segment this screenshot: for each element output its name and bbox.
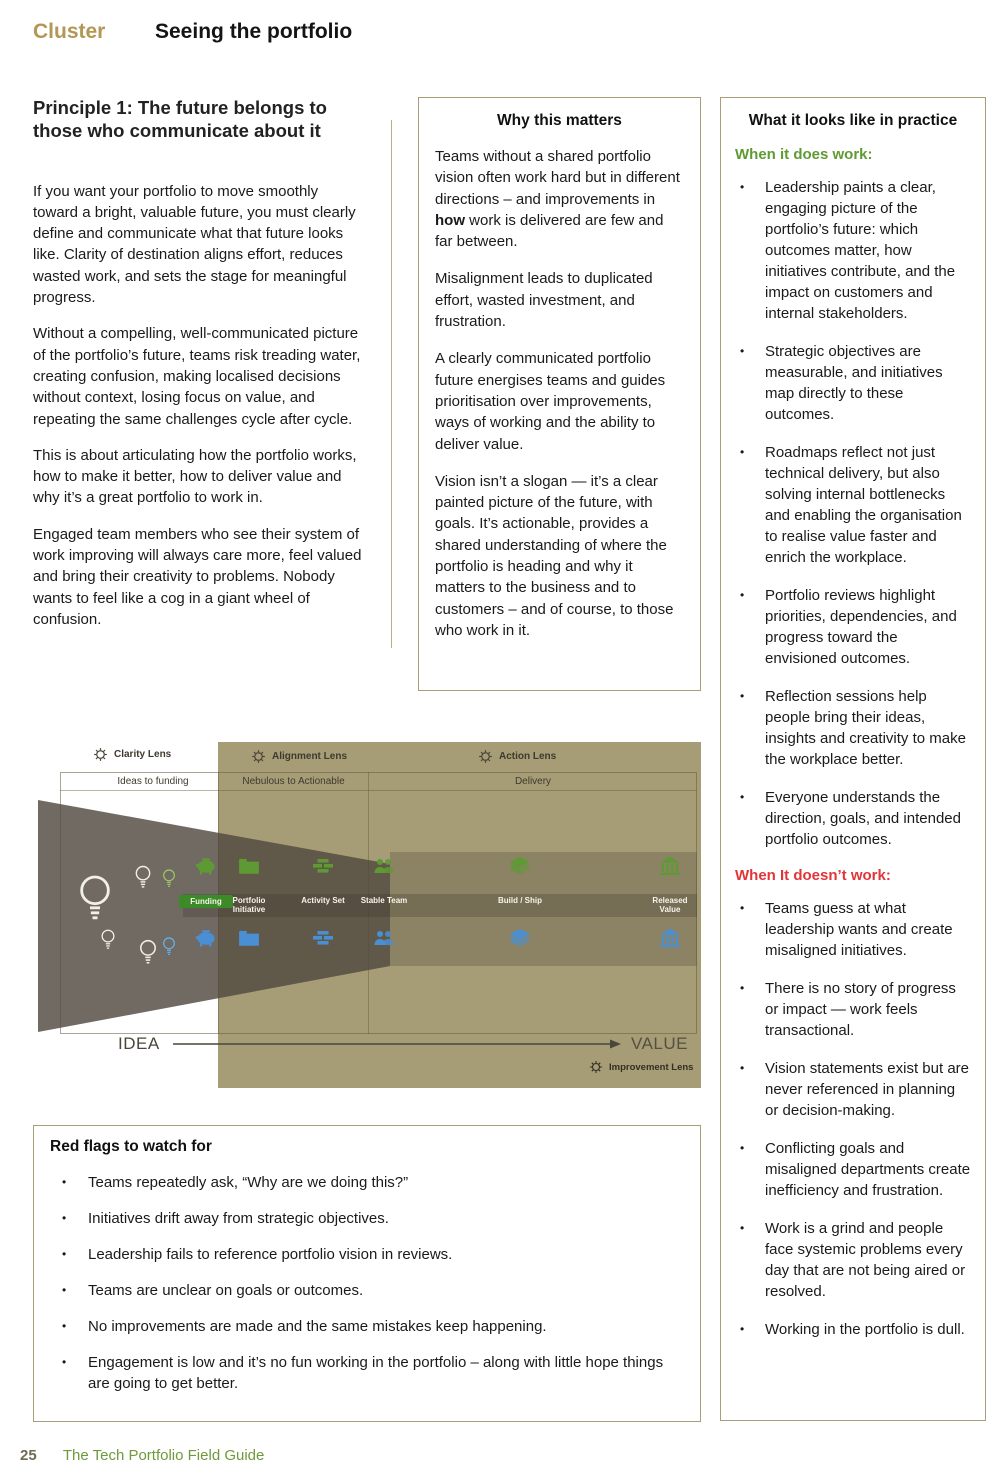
column-label-portfolio-initiative: Portfolio Initiative [232,896,266,915]
value-label: VALUE [631,1034,688,1053]
fails-heading: When It doesn’t work: [735,867,891,884]
why-p1-after: work is delivered are few and far between. [435,211,664,251]
bullet-dot: • [740,689,745,703]
improvement-lens [589,1060,693,1074]
piggy-bank-icon [195,928,217,948]
idea-label: IDEA [118,1034,160,1053]
lightbulb-icon [99,928,117,950]
works-list-item: • Everyone understands the direction, goals, and intended portfolio outcomes. [735,787,971,850]
improvement-lens-label: Improvement Lens [609,1061,694,1073]
lightbulb-icon [161,868,177,888]
practice-box [720,97,986,1421]
principle-column [33,96,367,645]
red-flag-item: • Teams are unclear on goals or outcomes. [50,1280,684,1301]
red-flag-item: • Leadership fails to reference portfolio vision in reviews. [50,1244,684,1265]
bullet-dot: • [62,1247,67,1261]
principle-paragraph: This is about articulating how the portfolio works, how to make it better, how to deliver value and why it’s a great portfolio to work in. [33,446,357,507]
stage-nebulous-to-actionable: Nebulous to Actionable [242,776,345,787]
page-footer [20,1447,264,1464]
principle-paragraph: Without a compelling, well-communicated picture of the portfolio’s future, teams risk treading water, creating confusion, making localised decisions without context, losing focus on value, and repeating the same challenges cycle after cycle. [33,325,361,428]
lens-label: Clarity Lens [114,749,172,760]
guide-title: The Tech Portfolio Field Guide [62,1447,265,1464]
bullet-dot: • [740,1221,745,1235]
principle-paragraph: Engaged team members who see their system of work improving will always care more, feel valued and bring their creativity to problems. Nobody wants to feel like a cog in a giant wheel of confusion. [33,525,362,628]
lightbulb-icon [75,872,115,922]
bank-icon [659,928,681,948]
principle-heading: Principle 1: The future belongs to those who communicate about it [33,97,327,142]
stage-delivery: Delivery [514,776,552,787]
bullet-dot: • [62,1355,67,1369]
bricks-icon [312,856,334,876]
red-flag-item: • Initiatives drift away from strategic objectives. [50,1208,684,1229]
practice-box-title: What it looks like in practice [748,112,958,129]
bullet-dot: • [740,790,745,804]
fails-list-item: • Working in the portfolio is dull. [735,1319,971,1340]
bullet-dot: • [740,1141,745,1155]
cube-icon [509,928,531,948]
bullet-dot: • [740,1061,745,1075]
column-label-released-value: Released Value [652,896,688,915]
column-divider [391,120,392,648]
fails-list-item: • Conflicting goals and misaligned departments create inefficiency and frustration. [735,1138,971,1201]
column-label-activity-set: Activity Set [301,896,345,905]
team-icon [373,856,395,876]
works-heading: When it does work: [735,146,873,163]
why-paragraph: Vision isn’t a slogan — it’s a clear painted picture of the future, with goals. It’s actionable, provides a shared understanding of where the portfolio is heading and why it matters to the business and to customers – and of course, to those who work in it. [435,472,674,639]
cube-icon [509,856,531,876]
lightbulb-icon [161,936,177,956]
lightbulb-icon [137,938,159,965]
portfolio-lens-diagram [33,740,701,1096]
section-kicker: Cluster [33,20,106,43]
red-flag-item: • Engagement is low and it’s no fun working in the portfolio – along with little hope things are going to get better. [50,1352,684,1394]
why-this-matters-box [418,97,701,691]
folder-icon [238,928,260,948]
bullet-dot: • [62,1319,67,1333]
lightbulb-icon [133,864,153,889]
principle-paragraph: If you want your portfolio to move smoothly toward a bright, valuable future, you must clearly define and communicate what that future looks like. Clarity of destination aligns effort, reduces wasted work, and sets the stage for meaningful progress. [33,182,356,307]
works-list-item: • Reflection sessions help people bring their ideas, insights and creativity to make the workplace better. [735,686,971,770]
red-flags-box [33,1125,701,1422]
why-paragraph: Misalignment leads to duplicated effort, wasted investment, and frustration. [435,270,653,331]
bullet-dot: • [62,1175,67,1189]
fails-list-item: • There is no story of progress or impact — work feels transactional. [735,978,971,1041]
bullet-dot: • [740,981,745,995]
fails-list-item: • Vision statements exist but are never referenced in planning or decision-making. [735,1058,971,1121]
team-icon [373,928,395,948]
bank-icon [659,856,681,876]
bullet-dot: • [62,1283,67,1297]
why-paragraph [435,146,684,252]
red-flags-title: Red flags to watch for [50,1138,212,1155]
why-paragraph: A clearly communicated portfolio future energises teams and guides prioritisation over improvements, ways of working and the ability to deliver value. [435,350,666,453]
works-list-item: • Leadership paints a clear, engaging picture of the portfolio’s future: which outcomes matter, how initiatives contribute, and the impact on customers and internal stakeholders. [735,177,971,324]
red-flag-item: • No improvements are made and the same mistakes keep happening. [50,1316,684,1337]
page-title: Seeing the portfolio [155,20,353,43]
bullet-dot: • [740,445,745,459]
page-number: 25 [20,1447,37,1464]
piggy-bank-icon [195,856,217,876]
lens-label: Alignment Lens [272,751,348,762]
fails-list-item: • Teams guess at what leadership wants and create misaligned initiatives. [735,898,971,961]
bullet-dot: • [740,588,745,602]
bricks-icon [312,928,334,948]
why-p1-before: Teams without a shared portfolio vision often work hard but in different directions – and improvements in [435,148,680,208]
folder-icon [238,856,260,876]
column-label-funding: Funding [179,895,233,908]
why-p1-bold: how [435,211,465,229]
column-label-stable-team: Stable Team [360,896,408,905]
fails-list-item: • Work is a grind and people face systemic problems every day that are not being aired or resolved. [735,1218,971,1302]
red-flag-item: • Teams repeatedly ask, “Why are we doing this?” [50,1172,684,1193]
column-label-build-ship: Build / Ship [498,896,542,905]
bullet-dot: • [740,1322,745,1336]
stage-ideas-to-funding: Ideas to funding [117,776,189,787]
works-list-item: • Strategic objectives are measurable, and initiatives map directly to these outcomes. [735,341,971,425]
bullet-dot: • [740,180,745,194]
lens-icon [589,1060,603,1074]
lens-label: Action Lens [499,751,557,762]
why-box-title: Why this matters [497,112,622,129]
bullet-dot: • [740,901,745,915]
bullet-dot: • [62,1211,67,1225]
bullet-dot: • [740,344,745,358]
works-list-item: • Portfolio reviews highlight priorities, dependencies, and progress toward the envisioned outcomes. [735,585,971,669]
works-list-item: • Roadmaps reflect not just technical delivery, but also solving internal bottlenecks and enabling the organisation to realise value faster and enrich the workplace. [735,442,971,568]
